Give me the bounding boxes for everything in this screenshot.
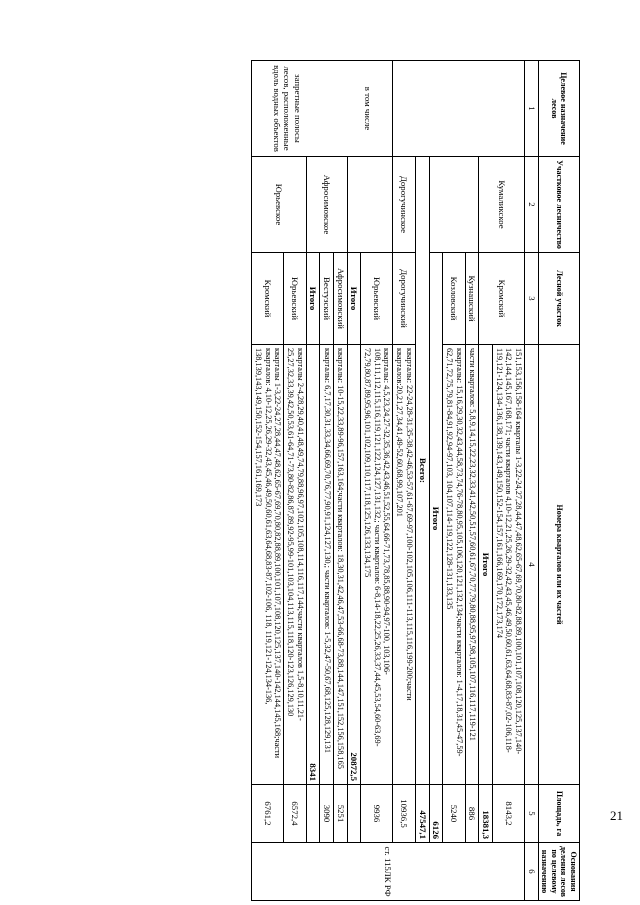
table-row (492, 61, 524, 901)
col-number: 6 (525, 843, 539, 901)
header-plot: Лесной участок (538, 253, 579, 345)
column-number-row (525, 61, 539, 901)
table-row (333, 61, 347, 901)
col-number: 5 (525, 785, 539, 843)
basis-cell: ст. 115ЛК РФ (251, 843, 524, 901)
quarters-cell: кварталы: 6,7,17,30,31,33,34,66,69,70,76,77,90,91,124,127,130,; части кварталов: 1-5,32,47-50,67,68,125,128,129,131 (320, 345, 334, 785)
district-cell: Кумаликское (479, 157, 525, 253)
table-row (393, 61, 416, 901)
plot-cell: Кромский (479, 253, 525, 345)
area-cell: 6572,4 (284, 785, 307, 843)
area-cell: 5240 (443, 785, 466, 843)
quarters-cell: кварталы: 22-24,28-31,35-38,42-46,53-57,61-67,69-97,100-102,105,106,111-113,115,116,199-200;части кварталов:20,21,27,34,41,49-52,60,68,99,107,201 (393, 345, 416, 785)
subtotal-area: 20872,5 (347, 345, 361, 785)
area-cell: 8143,2 (492, 785, 524, 843)
col-number: 2 (525, 157, 539, 253)
quarters-cell: кварталы: 10-15,22,33,89-96,157,163,164;части кварталов: 18,30,31,42,46,47,53-66,68-73,88,144,147,151,152,156,158,165 (333, 345, 347, 785)
table-row (361, 61, 393, 901)
page-number: 21 (610, 808, 623, 823)
col-number: 3 (525, 253, 539, 345)
total-label: Всего: (415, 157, 429, 785)
subtotal-label: Итого (347, 253, 361, 345)
area-cell: 886 (465, 785, 479, 843)
col-number: 1 (525, 61, 539, 157)
purpose-cell-empty (393, 61, 525, 157)
header-purpose: Целевое назначение лесов (538, 61, 579, 157)
district-cell: Афросимовское (306, 157, 347, 253)
district-cell (429, 157, 479, 253)
forest-table (251, 60, 580, 901)
plot-cell: Кромский (251, 253, 283, 345)
area-cell: 6761,2 (251, 785, 283, 843)
plot-cell: Козловский (443, 253, 466, 345)
quarters-text: 151,153,156,158-164 (514, 348, 524, 420)
header-row (538, 61, 579, 901)
table-row (284, 61, 307, 901)
purpose-including: в том числе (363, 86, 374, 131)
plot-cell: Юрьевский (284, 253, 307, 345)
quarters-cell: части кварталов: 5,8,9,14,15,22,23,32,33,41,42,50,51,57,60,61,67,70,77,79,80,88,95,97,98,105,107,116,117,119-121 (465, 345, 479, 785)
subtotal-label: Итого (479, 345, 493, 785)
plot-cell: Афросимовский (333, 253, 347, 345)
subtotal-label: Итого (306, 253, 320, 345)
header-quarters: Номера кварталов или их частей (538, 345, 579, 785)
quarters-text: кварталы 1-3,22-24,27,28,44,47,48,62,65-67,69,70,80-82,88,89,100,101,107,108,120,125,137,140-142,144,145,167,168,171; части кварталов 4,10-12,21,25,26,29-32,42,43,45,46,49,50,60,61,63,64,68,83-87,02-106,118-119,121-124,134-136,138,139,143,149,150,152-154,157,161,166,169,170,172,173,174 (494, 348, 524, 755)
subtotal-area: 8341 (306, 345, 320, 785)
plot-cell: Дорогучинский (393, 253, 416, 345)
area-cell: 10936,5 (393, 785, 416, 843)
plot-cell: Кузнашский (465, 253, 479, 345)
subtotal-label: Итого (429, 253, 443, 785)
col-number: 4 (525, 345, 539, 785)
subtotal-area: 6126 (429, 785, 443, 843)
quarters-cell: кварталы: 15,16,29,30,32,43,44,58,73,74,76-78,80,95,105,106,120,121,132,134;части кварталов: 1-4,17,18,31,45-47,59-62,71,72,75,79,81-84,91,92,94-97,103, 104,107,114-119,122,128-131,133,135 (443, 345, 466, 785)
table-row (465, 61, 479, 901)
quarters-cell: кварталы: 4,5,23,24,27-32,35,36,42,43,46,51,52,55,64,66-71,73,78,85,88,90-94,97-100, 103,106-108,111,112,115,116,119,121,122,124,127,131,132,; части кварталов: 6-8,14-18,22,25,26,33,37,44,45,53,54,60-63,69-72,79,80,87,89,95,96,101,102,109,110,117,118,125,126,133,134,175 (361, 345, 393, 785)
district-cell: Юрьевское (251, 157, 306, 253)
header-district: Участковое лесничество (538, 157, 579, 253)
quarters-cell (492, 345, 524, 785)
purpose-text: запретные полосы лесов, расположенные вдоль водных объектов (271, 65, 303, 152)
plot-cell: Вестузский (320, 253, 334, 345)
total-row (415, 61, 429, 901)
purpose-cell (251, 61, 392, 157)
purpose-spacer (303, 64, 363, 153)
quarters-cell: кварталы 2-4,28,29,40,41,48,49,74,79,88,96,97,102,105,108,114,116,117,144;части кварталов 1,5-8,10,11,21-25,27,32,33,39,42,50,53,61-64,71-73,80-82,86,87,89,92-95,99-101,103,104,113,115,118,120-123,126,129,130 (284, 345, 307, 785)
district-cell: Дорогучинское (393, 157, 416, 253)
total-area: 47547,1 (415, 785, 429, 843)
district-cell (347, 157, 393, 253)
rotated-table-wrapper (60, 60, 580, 900)
subtotal-area: 18381,3 (479, 785, 493, 843)
area-cell: 3090 (320, 785, 334, 843)
header-basis: Основания деления лесов по целевому назначению (538, 843, 579, 901)
quarters-cell: кварталы 1-3,22-24,27,28,44,47,48,62,65-67,69,70,80,82,88,89,100,101,107,108,120,125,137,140-142,144,145,168;части кварталов: 4,10-12,25,26,29-32,43,45,46,49,50,60,61,63,64,68,83-87,102-106, 118, 119,121-124,134-136, 138,139,143,149,150,152-154,157,161,169,173 (251, 345, 283, 785)
area-cell: 9936 (361, 785, 393, 843)
area-cell: 5251 (333, 785, 347, 843)
header-area: Площадь, га (538, 785, 579, 843)
plot-cell: Юрьевский (361, 253, 393, 345)
